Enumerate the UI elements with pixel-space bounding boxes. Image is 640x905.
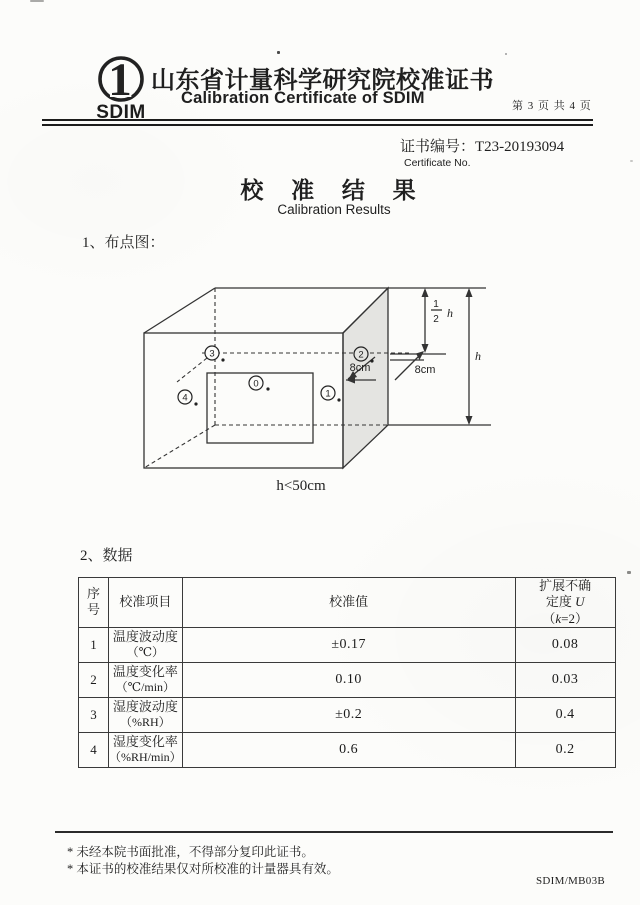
svg-text:0: 0 [253, 378, 259, 390]
table-row [79, 662, 616, 697]
header-item: 校准项目 [109, 578, 183, 628]
results-title-cn: 校 准 结 果 [240, 178, 427, 203]
page-number-info: 第 3 页 共 4 页 [512, 100, 592, 112]
cell-value: ±0.2 [182, 697, 515, 732]
section-1-label: 1、布点图： [82, 235, 165, 251]
svg-text:4: 4 [182, 392, 188, 404]
cell-item: 湿度变化率 （%RH/min） [109, 732, 183, 767]
certificate-title-en: Calibration Certificate of SDIM [181, 89, 425, 107]
cell-value: 0.10 [182, 662, 515, 697]
dim-8cm-right: 8cm [414, 364, 436, 376]
scan-speck [277, 51, 280, 54]
diagram-caption: h<50cm [276, 478, 326, 494]
header-value: 校准值 [182, 578, 515, 628]
scan-speck [30, 0, 44, 2]
cell-item: 湿度波动度 （%RH） [109, 697, 183, 732]
cell-no: 3 [79, 697, 109, 732]
certificate-number-line [400, 135, 564, 156]
dim-h-label: h [475, 349, 481, 363]
scan-speck [630, 672, 634, 676]
point-0 [249, 376, 270, 391]
scan-speck [627, 571, 631, 574]
svg-text:1: 1 [325, 388, 331, 400]
form-number: SDIM/MB03B [536, 875, 606, 887]
svg-text:1: 1 [108, 54, 132, 106]
dim-half-numerator: 1 [433, 299, 439, 310]
footer-note-1: * 未经本院书面批准，不得部分复印此证书。 [67, 845, 314, 859]
header-no: 序 号 [79, 578, 109, 628]
point-layout-diagram [128, 268, 500, 513]
header-uncertainty: 扩展不确 定度 U （k=2） [515, 578, 615, 628]
point-3 [205, 346, 225, 362]
footer-rule [55, 831, 613, 833]
table-header-row [79, 578, 616, 628]
dim-8cm-left: 8cm [349, 362, 371, 374]
cell-uncertainty: 0.4 [515, 697, 615, 732]
scan-speck [505, 53, 507, 55]
table-row [79, 732, 616, 767]
results-title-en: Calibration Results [277, 202, 391, 217]
cell-no: 4 [79, 732, 109, 767]
certificate-number-label: 证书编号： [400, 139, 476, 155]
cell-uncertainty: 0.08 [515, 627, 615, 662]
scan-speck [630, 160, 633, 162]
cell-item: 温度波动度 （℃） [109, 627, 183, 662]
dim-half-denominator: 2 [433, 314, 439, 325]
svg-text:2: 2 [358, 349, 364, 361]
cell-value: 0.6 [182, 732, 515, 767]
svg-text:3: 3 [209, 348, 215, 360]
cell-no: 2 [79, 662, 109, 697]
cell-value: ±0.17 [182, 627, 515, 662]
calibration-data-table [78, 577, 616, 768]
cell-no: 1 [79, 627, 109, 662]
section-2-label: 2、数据 [80, 548, 133, 564]
table-row [79, 627, 616, 662]
certificate-title-cn: 山东省计量科学研究院校准证书 [151, 68, 494, 94]
dim-half-h-label: h [447, 306, 453, 320]
cell-item: 温度变化率 （℃/min） [109, 662, 183, 697]
logo-text: SDIM [96, 102, 146, 122]
point-4 [178, 390, 198, 406]
table-row [79, 697, 616, 732]
cell-uncertainty: 0.03 [515, 662, 615, 697]
header-double-rule [42, 119, 593, 126]
cell-uncertainty: 0.2 [515, 732, 615, 767]
certificate-number-value: T23-20193094 [475, 139, 565, 155]
point-1 [321, 386, 341, 402]
certificate-number-label-en: Certificate No. [404, 157, 471, 169]
footer-note-2: * 本证书的校准结果仅对所校准的计量器具有效。 [67, 862, 339, 876]
